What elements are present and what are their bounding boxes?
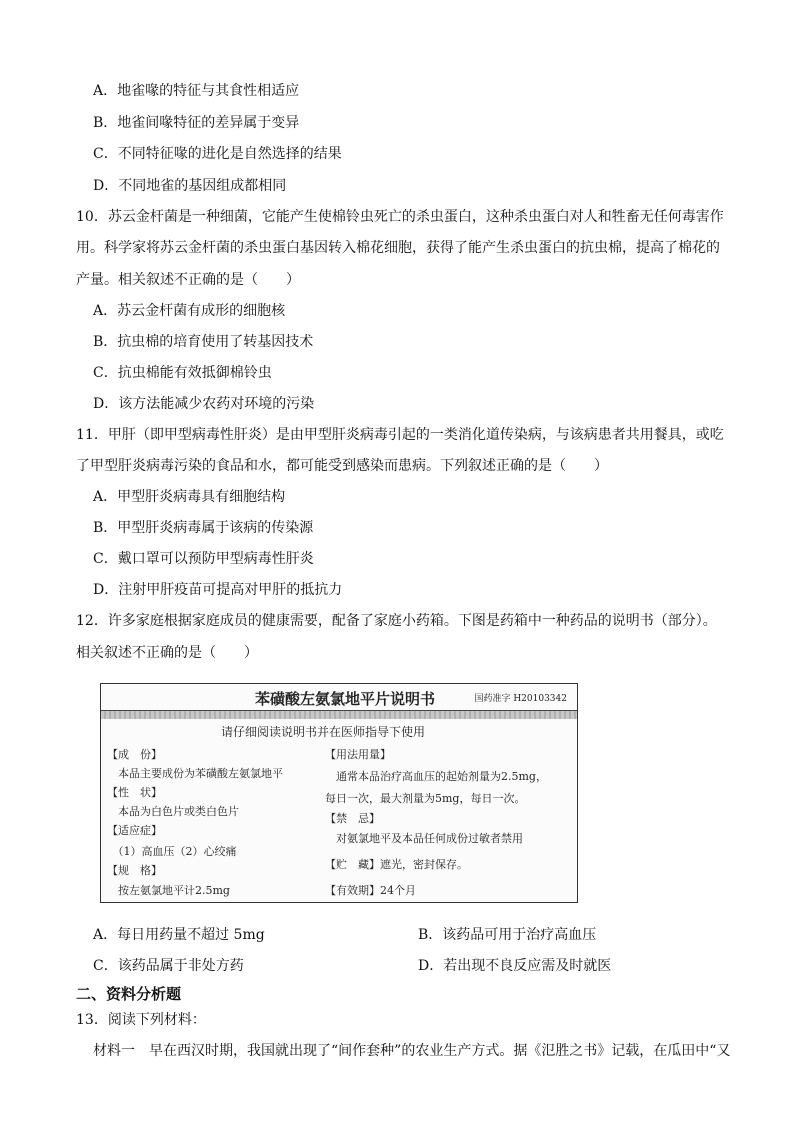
q11-option-d: D．注射甲肝疫苗可提高对甲肝的抵抗力 [93, 582, 343, 598]
q11-option-b: B．甲型肝炎病毒属于该病的传染源 [93, 520, 314, 536]
medicine-leaflet-image [100, 683, 578, 903]
q10-stem-line2: 用。科学家将苏云金杆菌的杀虫蛋白基因转入棉花细胞，获得了能产生杀虫蛋白的抗虫棉，提高了棉花的 [76, 240, 720, 256]
q10-stem-line1: 10．苏云金杆菌是一种细菌，它能产生使棉铃虫死亡的杀虫蛋白，这种杀虫蛋白对人和牲畜无任何毒害作 [76, 209, 724, 225]
leaflet-left-line: 【适应症】 [107, 824, 162, 837]
q11-option-c: C．戴口罩可以预防甲型病毒性肝炎 [93, 551, 314, 567]
leaflet-left-line: （1）高血压（2）心绞痛 [107, 845, 237, 858]
leaflet-approval-number: 国药准字 H20103342 [474, 694, 567, 704]
leaflet-left-line: 本品主要成份为苯磺酸左氨氯地平 [107, 767, 283, 780]
leaflet-left-line: 【规 格】 [107, 864, 162, 877]
leaflet-title: 苯磺酸左氨氯地平片说明书 [255, 690, 436, 708]
q11-option-a: A．甲型肝炎病毒具有细胞结构 [93, 489, 286, 505]
leaflet-right-line: 【贮 藏】遮光，密封保存。 [325, 858, 468, 871]
q12-option-a: A．每日用药量不超过 5mg [93, 927, 265, 943]
q12-stem-line2: 相关叙述不正确的是（ ） [76, 645, 258, 661]
q13-stem: 13．阅读下列材料： [76, 1012, 206, 1028]
q10-option-c: C．抗虫棉能有效抵御棉铃虫 [93, 365, 272, 381]
leaflet-right-line: 【禁 忌】 [325, 812, 380, 825]
leaflet-left-line: 本品为白色片或类白色片 [107, 805, 239, 818]
leaflet-right-line: 对氨氯地平及本品任何成份过敏者禁用 [325, 832, 523, 845]
q12-stem-line1: 12．许多家庭根据家庭成员的健康需要，配备了家庭小药箱。下图是药箱中一种药品的说明书（部分）。 [76, 613, 717, 629]
section-heading: 二、资料分析题 [76, 985, 182, 1003]
q12-option-b: B．该药品可用于治疗高血压 [418, 927, 597, 943]
leaflet-right-line: 【用法用量】 [325, 748, 391, 761]
leaflet-right-line: 每日一次，最大剂量为5mg，每日一次。 [325, 792, 526, 805]
q13-material1-line: 材料一 早在西汉时期，我国就出现了“间作套种”的农业生产方式。据《氾胜之书》记载，在瓜田中“又 [93, 1043, 731, 1059]
q10-option-d: D．该方法能减少农药对环境的污染 [93, 396, 315, 412]
leaflet-right-line: 【有效期】24个月 [325, 884, 416, 897]
leaflet-left-line: 【性 状】 [107, 786, 162, 799]
leaflet-stripe [101, 711, 577, 719]
q12-option-d: D．若出现不良反应需及时就医 [418, 958, 612, 974]
leaflet-right-line: 通常本品治疗高血压的起始剂量为2.5mg， [325, 770, 547, 783]
q12-option-c: C．该药品属于非处方药 [93, 958, 244, 974]
q9-option-c: C．不同特征喙的进化是自然选择的结果 [93, 146, 342, 162]
q10-option-a: A．苏云金杆菌有成形的细胞核 [93, 303, 286, 319]
leaflet-left-line: 按左氨氯地平计2.5mg [107, 884, 230, 897]
q11-stem-line1: 11．甲肝（即甲型病毒性肝炎）是由甲型肝炎病毒引起的一类消化道传染病，与该病患者共用餐具，或吃 [76, 427, 724, 443]
leaflet-title-bar [101, 684, 577, 711]
leaflet-instruction: 请仔细阅读说明书并在医师指导下使用 [221, 725, 426, 739]
q10-option-b: B．抗虫棉的培育使用了转基因技术 [93, 334, 314, 350]
leaflet-left-line: 【成 份】 [107, 748, 162, 761]
q9-option-a: A．地雀喙的特征与其食性相适应 [93, 83, 300, 99]
q10-stem-line3: 产量。相关叙述不正确的是（ ） [76, 272, 300, 288]
q11-stem-line2: 了甲型肝炎病毒污染的食品和水，都可能受到感染而患病。下列叙述正确的是（ ） [76, 458, 608, 474]
q9-option-d: D．不同地雀的基因组成都相同 [93, 178, 287, 194]
q9-option-b: B．地雀间喙特征的差异属于变异 [93, 115, 300, 131]
